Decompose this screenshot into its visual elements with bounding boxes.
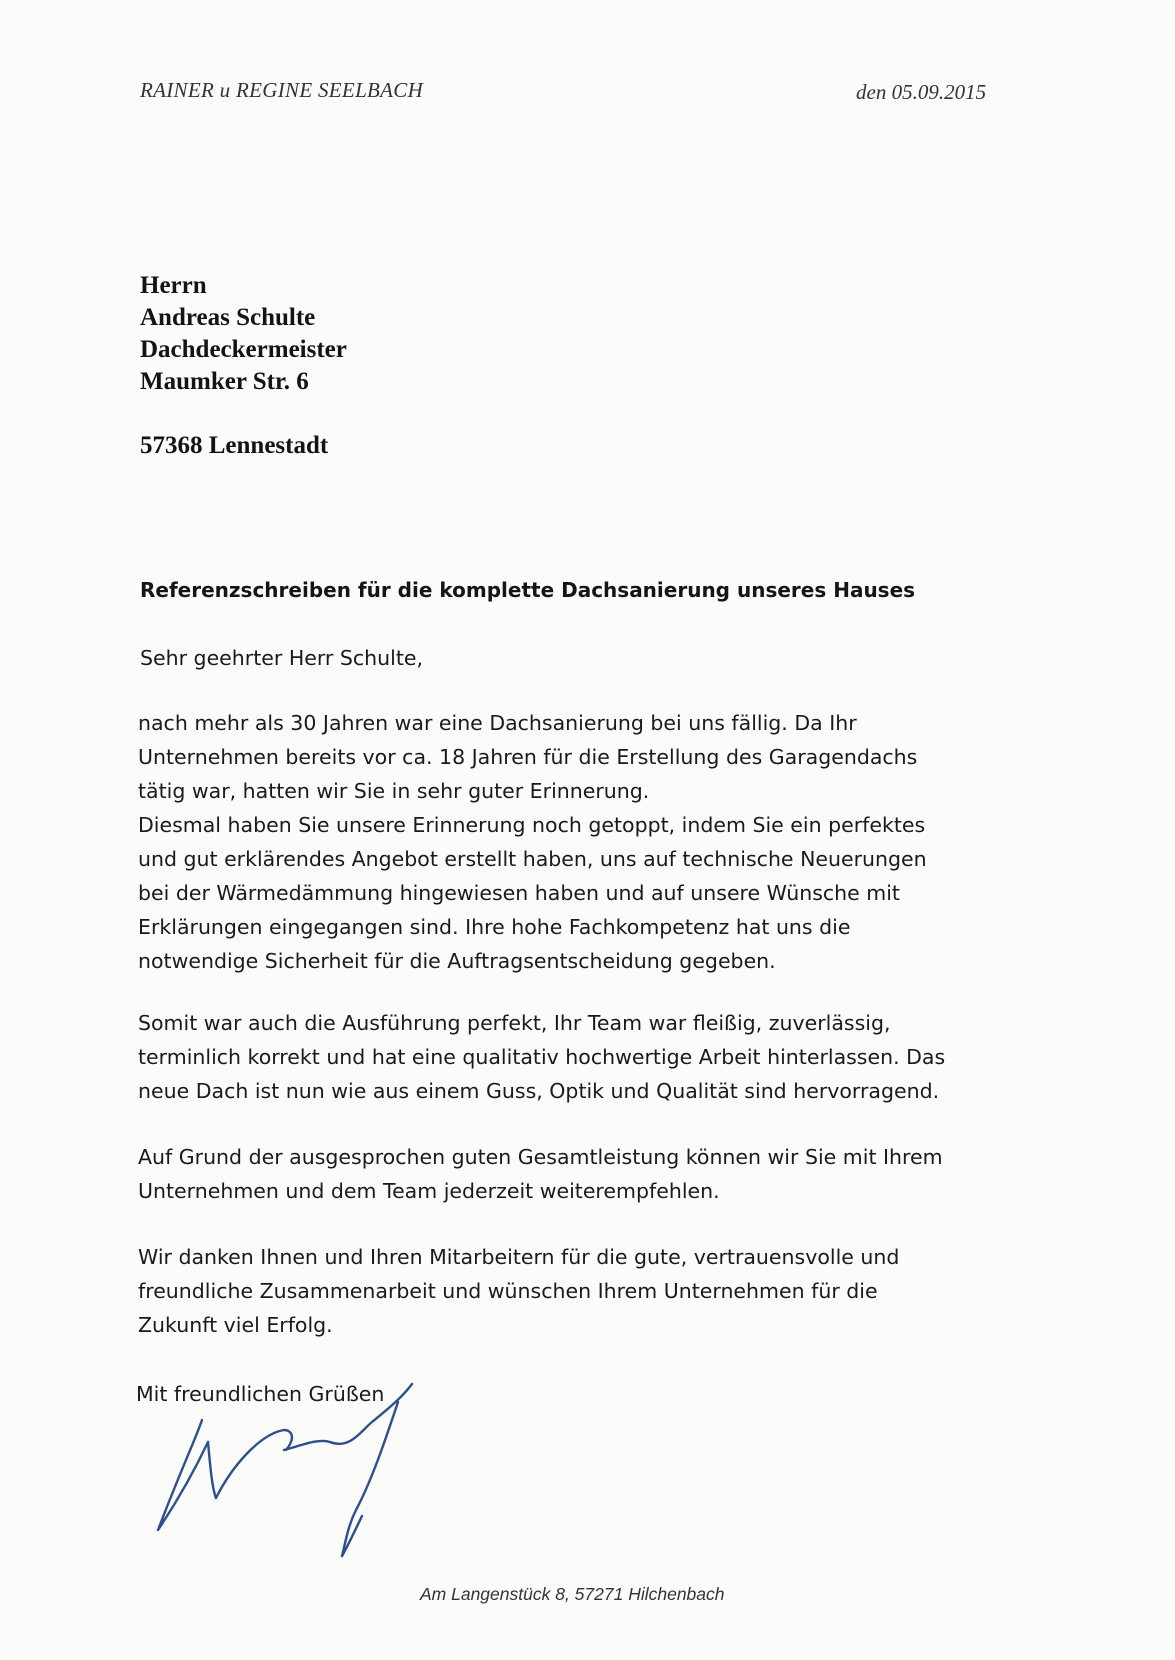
- recipient-city: 57368 Lennestadt: [140, 432, 329, 459]
- body-paragraph: [138, 706, 1068, 978]
- letter-subject: Referenzschreiben für die komplette Dachsanierung unseres Hauses: [140, 578, 916, 602]
- letter-date: den 05.09.2015: [856, 80, 987, 104]
- recipient-line: Dachdeckermeister: [140, 336, 347, 363]
- recipient-address: [140, 270, 347, 398]
- text-line: Zukunft viel Erfolg.: [138, 1313, 333, 1337]
- text-line: notwendige Sicherheit für die Auftragsentscheidung gegeben.: [138, 949, 776, 973]
- text-line: nach mehr als 30 Jahren war eine Dachsanierung bei uns fällig. Da Ihr: [138, 711, 857, 735]
- text-line: neue Dach ist nun wie aus einem Guss, Optik und Qualität sind hervorragend.: [138, 1079, 940, 1103]
- text-line: Diesmal haben Sie unsere Erinnerung noch getoppt, indem Sie ein perfektes: [138, 813, 926, 837]
- handwritten-signature: [150, 1380, 450, 1560]
- text-line: tätig war, hatten wir Sie in sehr guter Erinnerung.: [138, 779, 650, 803]
- text-line: Unternehmen und dem Team jederzeit weiterempfehlen.: [138, 1179, 720, 1203]
- text-line: und gut erklärendes Angebot erstellt haben, uns auf technische Neuerungen: [138, 847, 927, 871]
- text-line: bei der Wärmedämmung hingewiesen haben und auf unsere Wünsche mit: [138, 881, 900, 905]
- text-line: Somit war auch die Ausführung perfekt, Ihr Team war fleißig, zuverlässig,: [138, 1011, 891, 1035]
- text-line: Unternehmen bereits vor ca. 18 Jahren für die Erstellung des Garagendachs: [138, 745, 918, 769]
- body-paragraph: [138, 1140, 1068, 1208]
- salutation: Sehr geehrter Herr Schulte,: [140, 646, 423, 670]
- recipient-line: Herrn: [140, 272, 207, 299]
- closing-phrase: Mit freundlichen Grüßen: [136, 1382, 385, 1406]
- body-paragraph: [138, 1006, 1068, 1108]
- body-paragraph: [138, 1240, 1068, 1342]
- text-line: Wir danken Ihnen und Ihren Mitarbeitern für die gute, vertrauensvolle und: [138, 1245, 900, 1269]
- sender-name: RAINER u REGINE SEELBACH: [140, 78, 424, 102]
- signature-stroke: [208, 1430, 292, 1498]
- text-line: Erklärungen eingegangen sind. Ihre hohe Fachkompetenz hat uns die: [138, 915, 851, 939]
- recipient-line: Andreas Schulte: [140, 304, 316, 331]
- text-line: freundliche Zusammenarbeit und wünschen Ihrem Unternehmen für die: [138, 1279, 878, 1303]
- text-line: Auf Grund der ausgesprochen guten Gesamtleistung können wir Sie mit Ihrem: [138, 1145, 943, 1169]
- recipient-line: Maumker Str. 6: [140, 368, 309, 395]
- signature-stroke: [158, 1420, 208, 1530]
- text-line: terminlich korrekt und hat eine qualitativ hochwertige Arbeit hinterlassen. Das: [138, 1045, 946, 1069]
- footer-address: Am Langenstück 8, 57271 Hilchenbach: [420, 1584, 725, 1604]
